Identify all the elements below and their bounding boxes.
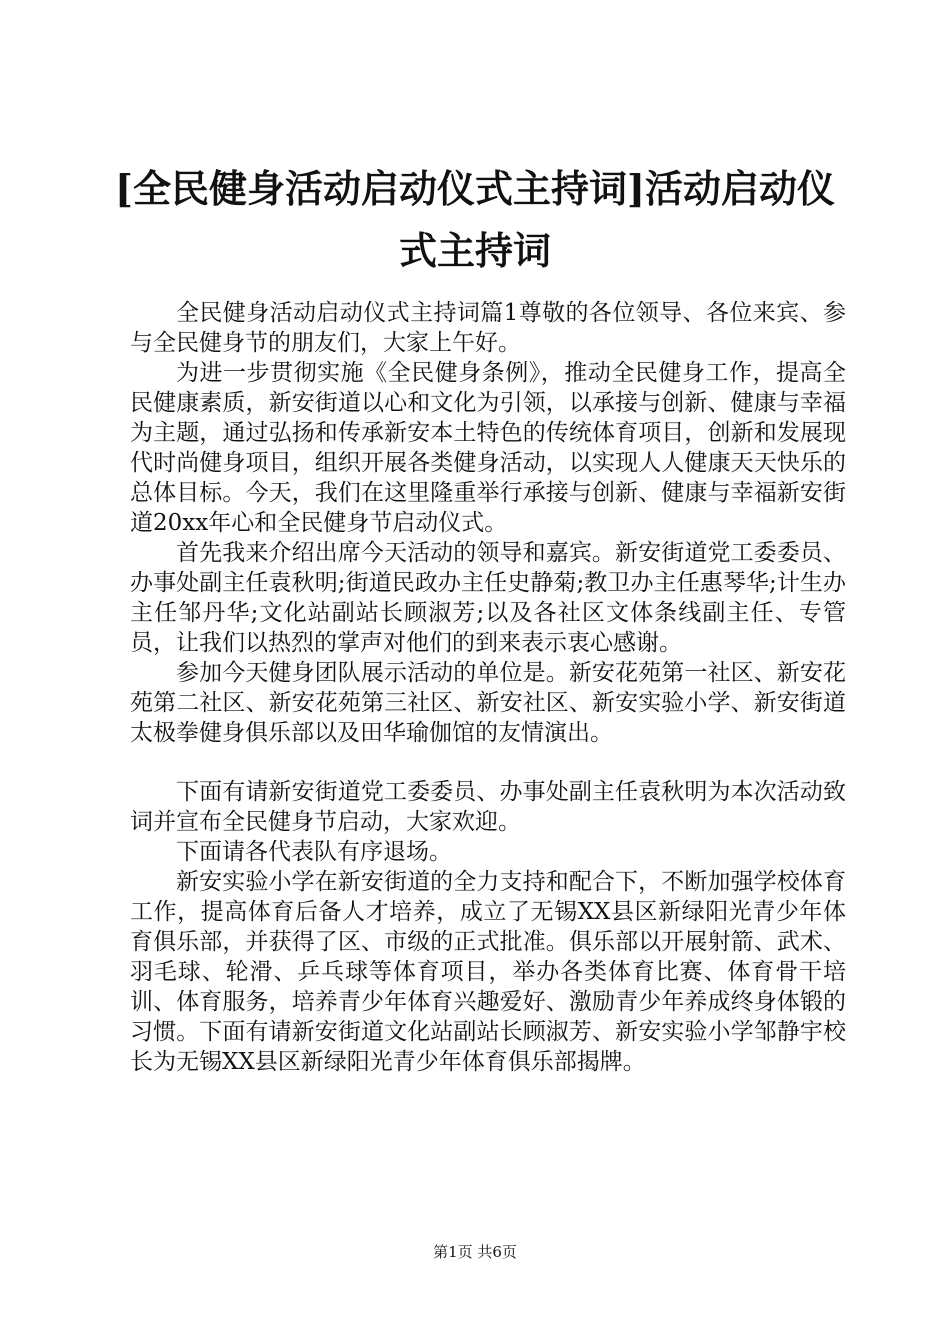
paragraph-5: 下面有请新安街道党工委委员、办事处副主任袁秋明为本次活动致词并宣布全民健身节启动，大家欢迎。 (130, 779, 846, 835)
paragraph-4: 参加今天健身团队展示活动的单位是。新安花苑第一社区、新安花苑第二社区、新安花苑第三社区、新安社区、新安实验小学、新安街道太极拳健身俱乐部以及田华瑜伽馆的友情演出。 (130, 660, 846, 746)
paragraph-2: 为进一步贯彻实施《全民健身条例》，推动全民健身工作，提高全民健康素质，新安街道以心和文化为引领，以承接与创新、健康与幸福为主题，通过弘扬和传承新安本土特色的传统体育项目，创新和发展现代时尚健身项目，组织开展各类健身活动，以实现人人健康天天快乐的总体目标。今天，我们在这里隆重举行承接与创新、健康与幸福新安街道20xx年心和全民健身节启动仪式。 (130, 360, 846, 536)
paragraph-3: 首先我来介绍出席今天活动的领导和嘉宾。新安街道党工委委员、办事处副主任袁秋明;街道民政办主任史静菊;教卫办主任惠琴华;计生办主任邹丹华;文化站副站长顾淑芳;以及各社区文体条线副主任、专管员，让我们以热烈的掌声对他们的到来表示衷心感谢。 (130, 540, 846, 656)
paragraph-1: 全民健身活动启动仪式主持词篇1尊敬的各位领导、各位来宾、参与全民健身节的朋友们，大家上午好。 (130, 300, 846, 356)
page-footer: 第1页 共6页 (433, 1243, 517, 1261)
paragraph-6: 下面请各代表队有序退场。 (176, 839, 452, 865)
paragraph-7: 新安实验小学在新安街道的全力支持和配合下，不断加强学校体育工作，提高体育后备人才培养，成立了无锡XX县区新绿阳光青少年体育俱乐部，并获得了区、市级的正式批准。俱乐部以开展射箭、武术、羽毛球、轮滑、乒乓球等体育项目，举办各类体育比赛、体育骨干培训、体育服务，培养青少年体育兴趣爱好、激励青少年养成终身体锻的习惯。下面有请新安街道文化站副站长顾淑芳、新安实验小学邹静宇校长为无锡XX县区新绿阳光青少年体育俱乐部揭牌。 (130, 869, 846, 1075)
document-title: [全民健身活动启动仪式主持词]活动启动仪式主持词 (115, 166, 835, 273)
document-body (130, 298, 846, 1077)
